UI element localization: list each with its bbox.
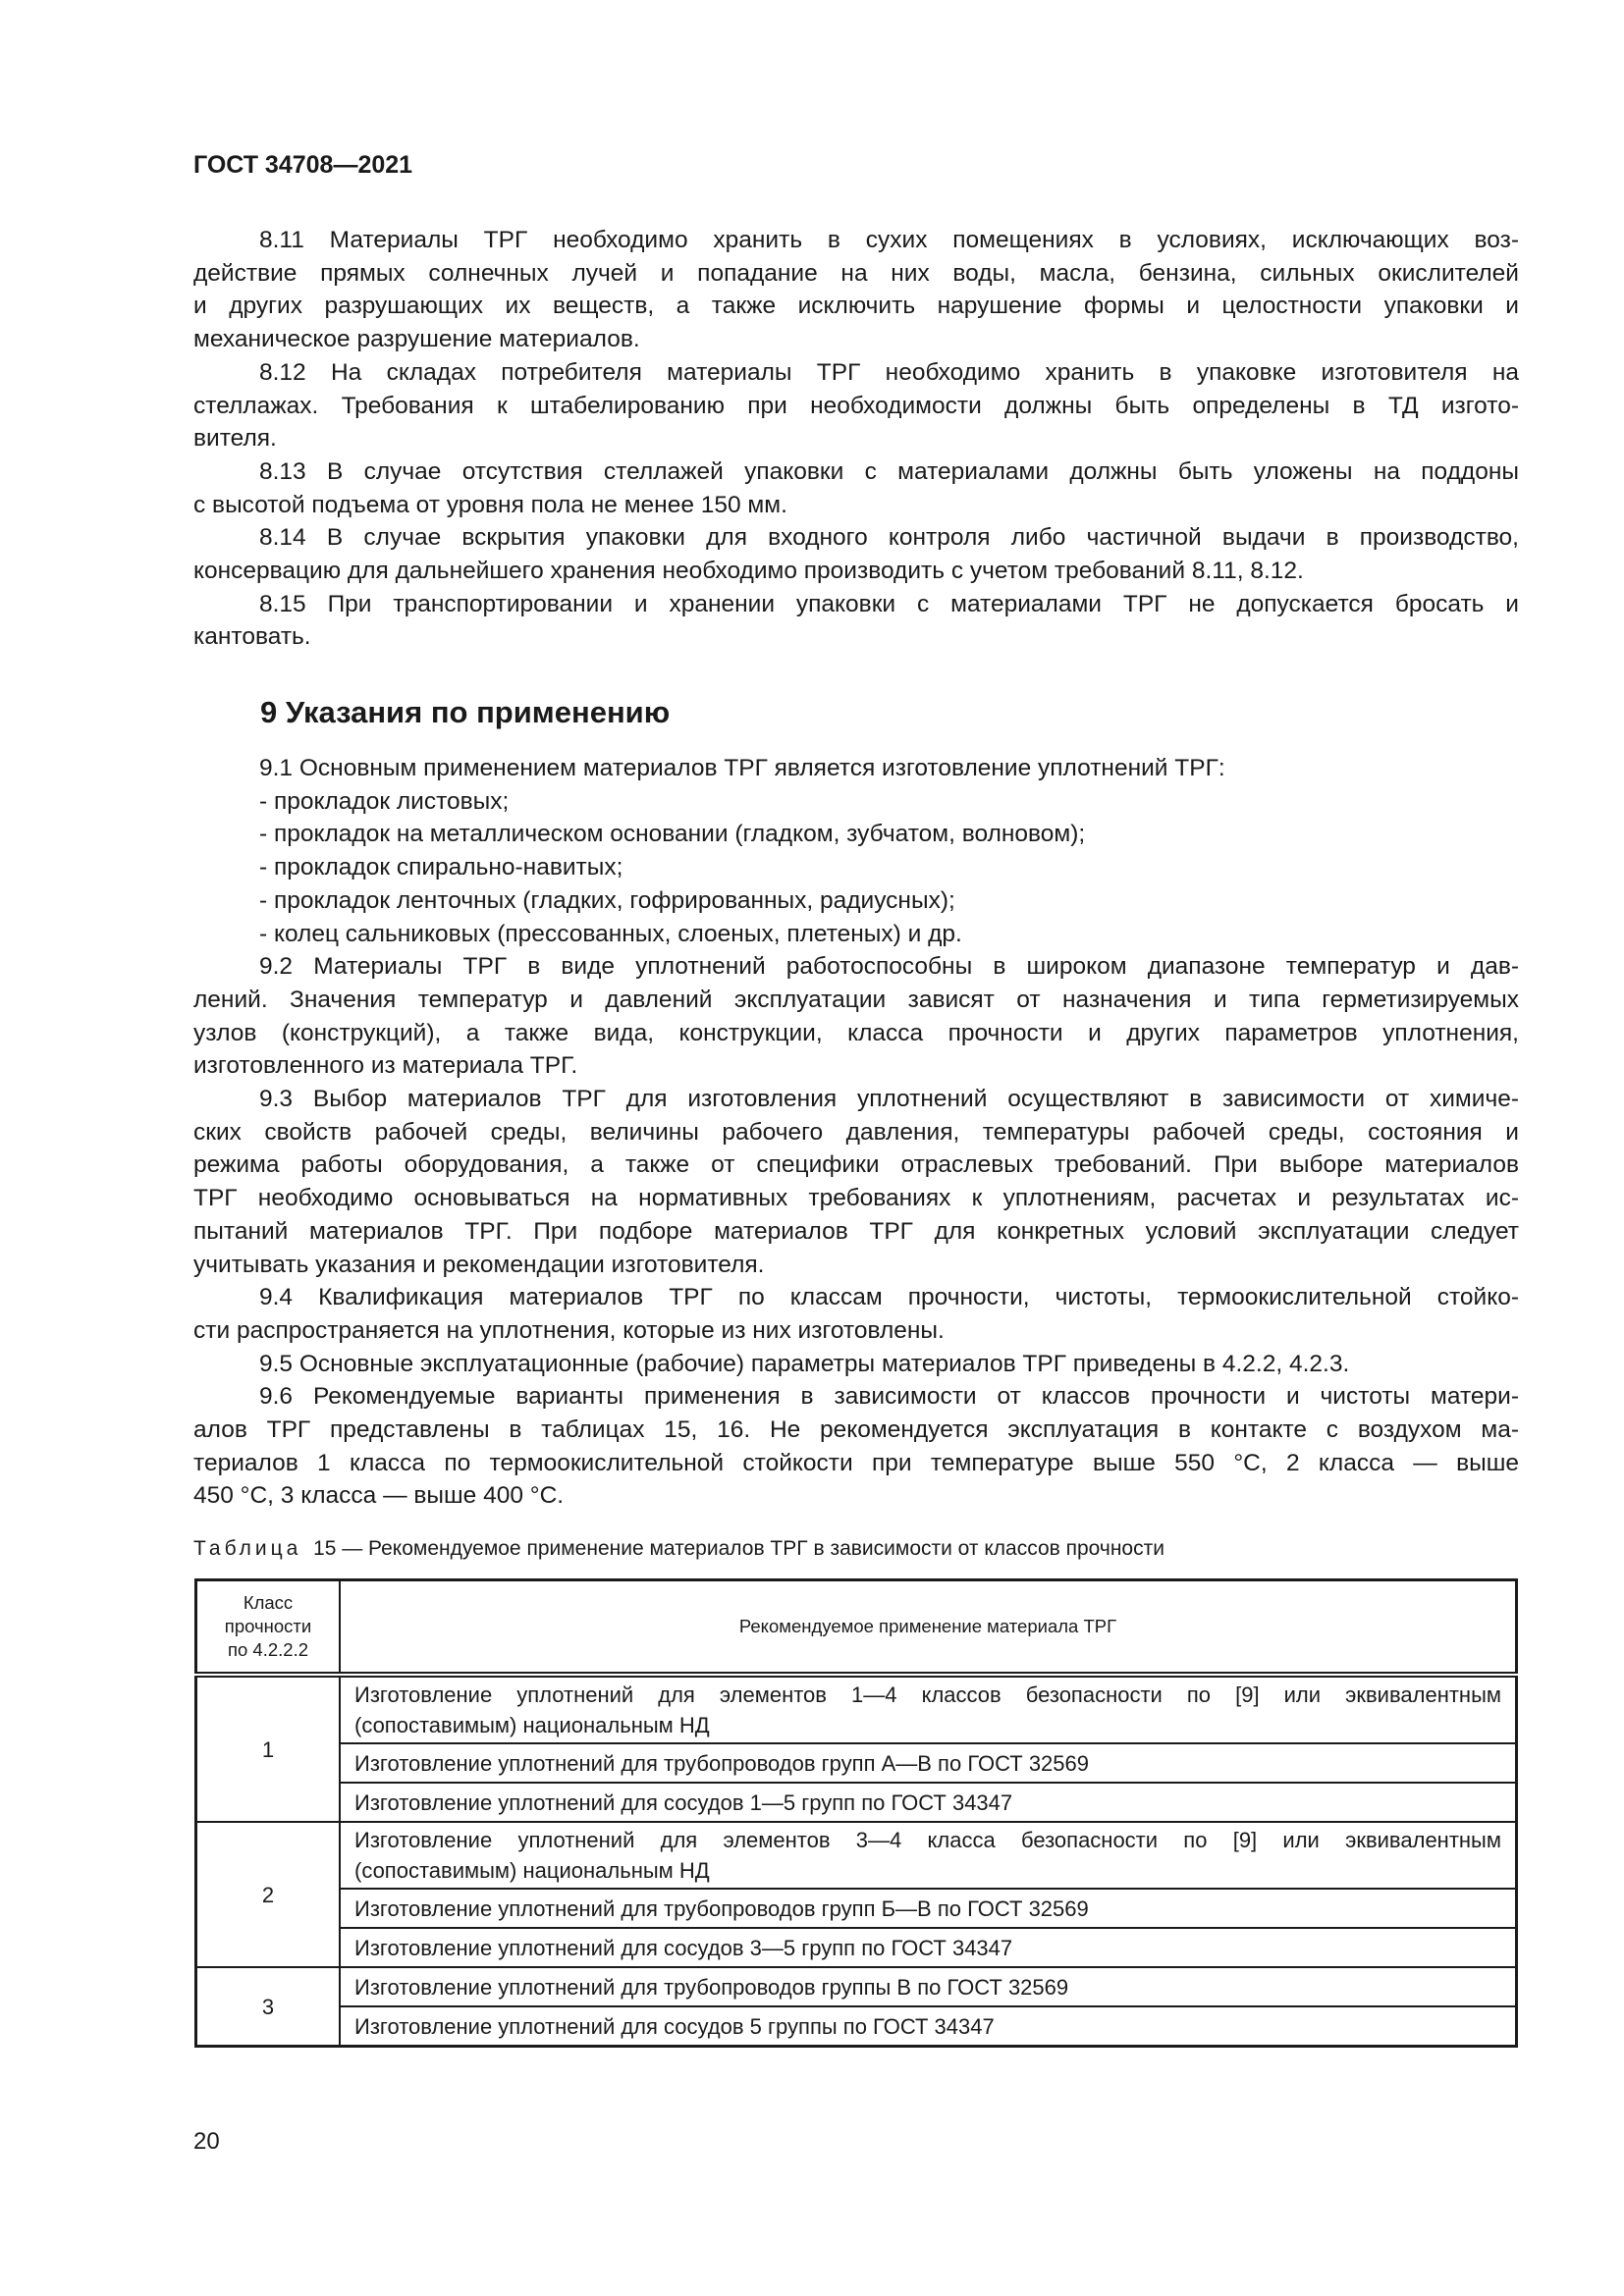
paragraph-line: учитывать указания и рекомендации изготовителя. bbox=[193, 1251, 765, 1278]
section-9-text bbox=[193, 752, 1519, 1513]
paragraph-line: 8.11 Материалы ТРГ необходимо хранить в сухих помещениях в условиях, исключающих воз- bbox=[259, 227, 1519, 253]
cell-line: Изготовление уплотнений для элементов 3—4 класса безопасности по [9] или эквивалентным bbox=[354, 1828, 1501, 1852]
application-cell bbox=[340, 1675, 1517, 1743]
paragraph-line: ТРГ необходимо основываться на нормативных требованиях к уплотнениям, расчетах и результатах ис- bbox=[193, 1185, 1519, 1212]
application-cell bbox=[340, 1889, 1517, 1928]
cell-line: Изготовление уплотнений для сосудов 1—5 групп по ГОСТ 34347 bbox=[354, 1789, 1013, 1815]
paragraph-line: кантовать. bbox=[193, 623, 311, 651]
caption-text: 15 — Рекомендуемое применение материалов ТРГ в зависимости от классов прочности bbox=[313, 1537, 1164, 1560]
paragraph-line: изготовленного из материала ТРГ. bbox=[193, 1052, 578, 1080]
cell-line: Изготовление уплотнений для сосудов 5 группы по ГОСТ 34347 bbox=[354, 2013, 995, 2039]
class-cell: 3 bbox=[196, 1967, 341, 2047]
paragraph-line: вителя. bbox=[193, 425, 277, 453]
paragraph-line: сти распространяется на уплотнения, которые из них изготовлены. bbox=[193, 1316, 945, 1344]
cell-line: (сопоставимым) национальным НД bbox=[354, 1858, 710, 1883]
paragraph-line: 8.12 На складах потребителя материалы ТРГ необходимо хранить в упаковке изготовителя на bbox=[259, 358, 1519, 386]
list-item: - прокладок ленточных (гладких, гофрированных, радиусных); bbox=[259, 886, 955, 914]
paragraph-line: 8.15 При транспортировании и хранении упаковки с материалами ТРГ не допускается бросать и bbox=[259, 590, 1519, 617]
paragraph-line: 8.14 В случае вскрытия упаковки для входного контроля либо частичной выдачи в производство, bbox=[259, 524, 1519, 552]
cell-line: Изготовление уплотнений для трубопроводов групп Б—В по ГОСТ 32569 bbox=[354, 1896, 1089, 1921]
paragraph-line: 9.4 Квалификация материалов ТРГ по классам прочности, чистоты, термоокислительной стойко- bbox=[259, 1284, 1519, 1311]
paragraph-line: 9.1 Основным применением материалов ТРГ является изготовление уплотнений ТРГ: bbox=[259, 755, 1225, 781]
cell-line: Изготовление уплотнений для сосудов 3—5 групп по ГОСТ 34347 bbox=[354, 1935, 1013, 1960]
application-cell bbox=[340, 1743, 1517, 1783]
table-row bbox=[196, 1675, 1517, 1743]
paragraph-line: узлов (конструкций), а также вида, конструкции, класса прочности и других параметров уплотнения, bbox=[193, 1019, 1519, 1046]
table-row bbox=[196, 1967, 1517, 2006]
paragraph-line: консервацию для дальнейшего хранения необходимо производить с учетом требований 8.11, 8.12. bbox=[193, 558, 1304, 585]
paragraph-line: действие прямых солнечных лучей и попадание на них воды, масла, бензина, сильных окислителей bbox=[193, 259, 1519, 287]
table-row bbox=[196, 1889, 1517, 1928]
paragraph-line: алов ТРГ представлены в таблицах 15, 16. Не рекомендуется эксплуатация в контакте с воздухом ма- bbox=[193, 1416, 1519, 1444]
table-row bbox=[196, 2006, 1517, 2047]
application-cell bbox=[340, 1928, 1517, 1967]
paragraph-line: ских свойств рабочей среды, величины рабочего давления, температуры рабочей среды, состояния и bbox=[193, 1118, 1519, 1146]
cell-line: Изготовление уплотнений для элементов 1—4 классов безопасности по [9] или эквивалентным bbox=[354, 1682, 1501, 1707]
cell-line: Изготовление уплотнений для трубопроводов группы В по ГОСТ 32569 bbox=[354, 1974, 1069, 2000]
paragraph-line: 8.13 В случае отсутствия стеллажей упаковки с материалами должны быть уложены на поддоны bbox=[259, 457, 1519, 485]
list-item: - прокладок на металлическом основании (гладком, зубчатом, волновом); bbox=[259, 821, 1086, 848]
list-item: - прокладок спирально-навитых; bbox=[259, 854, 623, 881]
paragraph-line: и других разрушающих их веществ, а также исключить нарушение формы и целостности упаковки и bbox=[193, 293, 1519, 320]
paragraph-line: режима работы оборудования, а также от специфики отраслевых требований. При выборе материалов bbox=[193, 1151, 1519, 1179]
section-9-heading: 9 Указания по применению bbox=[260, 695, 671, 729]
paragraph-line: 9.3 Выбор материалов ТРГ для изготовления уплотнений осуществляют в зависимости от химиче- bbox=[259, 1086, 1519, 1113]
list-item: - колец сальниковых (прессованных, слоеных, плетеных) и др. bbox=[259, 920, 962, 947]
class-cell: 2 bbox=[196, 1822, 341, 1967]
application-cell bbox=[340, 1967, 1517, 2006]
paragraph-line: стеллажах. Требования к штабелированию при необходимости должны быть определены в ТД изгото- bbox=[193, 392, 1519, 419]
header-application-cell: Рекомендуемое применение материала ТРГ bbox=[340, 1580, 1517, 1676]
table-caption bbox=[193, 1537, 1164, 1561]
class-cell: 1 bbox=[196, 1675, 341, 1822]
paragraph-line: 450 °С, 3 класса — выше 400 °С. bbox=[193, 1482, 565, 1510]
section-8-text bbox=[193, 224, 1519, 654]
table-row bbox=[196, 1928, 1517, 1967]
document-header: ГОСТ 34708—2021 bbox=[193, 151, 413, 179]
header-line: прочности bbox=[224, 1616, 312, 1636]
application-cell bbox=[340, 1783, 1517, 1822]
paragraph-line: териалов 1 класса по термоокислительной стойкости при температуре выше 550 °С, 2 класса — выше bbox=[193, 1449, 1519, 1476]
header-class-cell bbox=[196, 1580, 341, 1676]
paragraph-line: механическое разрушение материалов. bbox=[193, 326, 640, 353]
recommended-use-table bbox=[194, 1578, 1518, 2048]
page-number: 20 bbox=[193, 2128, 220, 2155]
paragraph-line: 9.2 Материалы ТРГ в виде уплотнений работоспособны в широком диапазоне температур и дав- bbox=[259, 953, 1519, 981]
cell-line: Изготовление уплотнений для трубопроводов групп А—В по ГОСТ 32569 bbox=[354, 1750, 1089, 1776]
table-row bbox=[196, 1743, 1517, 1783]
paragraph-line: лений. Значения температур и давлений эксплуатации зависят от назначения и типа герметизируемых bbox=[193, 986, 1519, 1013]
paragraph-line: 9.6 Рекомендуемые варианты применения в зависимости от классов прочности и чистоты матери- bbox=[259, 1383, 1519, 1411]
list-item: - прокладок листовых; bbox=[259, 787, 510, 815]
paragraph-line: 9.5 Основные эксплуатационные (рабочие) параметры материалов ТРГ приведены в 4.2.2, 4.2.3. bbox=[259, 1350, 1350, 1377]
paragraph-line: пытаний материалов ТРГ. При подборе материалов ТРГ для конкретных условий эксплуатации следует bbox=[193, 1217, 1519, 1245]
application-cell bbox=[340, 2006, 1517, 2047]
caption-label: Таблица bbox=[193, 1537, 302, 1560]
table-row bbox=[196, 1783, 1517, 1822]
table-header-row bbox=[196, 1580, 1517, 1676]
cell-line: (сопоставимым) национальным НД bbox=[354, 1713, 710, 1737]
table-row bbox=[196, 1822, 1517, 1889]
paragraph-line: с высотой подъема от уровня пола не менее 150 мм. bbox=[193, 491, 787, 518]
header-line: Класс bbox=[243, 1592, 294, 1613]
application-cell bbox=[340, 1822, 1517, 1889]
header-line: по 4.2.2.2 bbox=[227, 1639, 309, 1660]
